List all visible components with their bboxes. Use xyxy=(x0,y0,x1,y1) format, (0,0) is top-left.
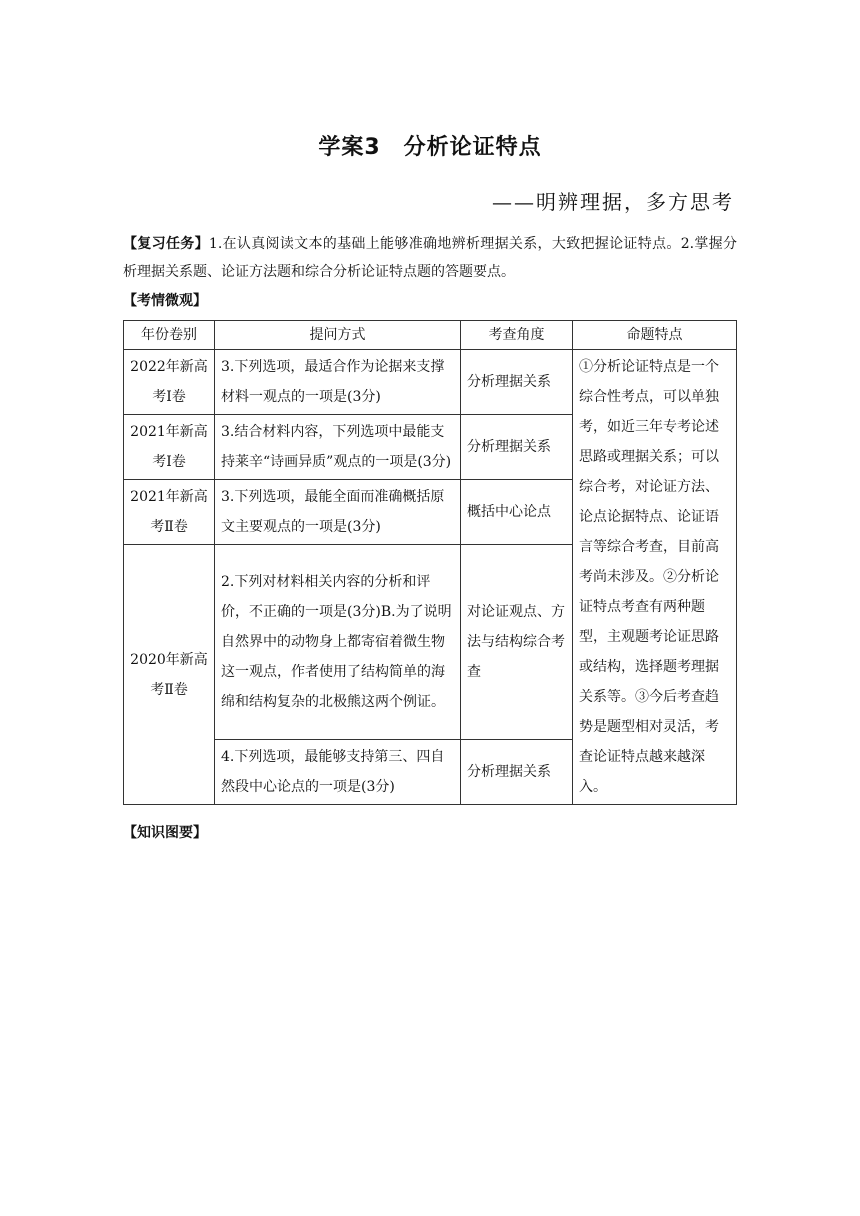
cell-angle: 分析理据关系 xyxy=(461,350,573,415)
page-subtitle: ——明辨理据，多方思考 xyxy=(492,190,734,214)
review-task-text: 1.在认真阅读文本的基础上能够准确地辨析理据关系，大致把握论证特点。2.掌握分析理据关系题、论证方法题和综合分析论证特点题的答题要点。 xyxy=(123,236,738,280)
header-features: 命题特点 xyxy=(573,321,737,350)
exam-section-title: 【考情微观】 xyxy=(123,293,207,309)
knowledge-section-title: 【知识图要】 xyxy=(123,825,207,841)
cell-year: 2021年新高考Ⅰ卷 xyxy=(124,415,215,480)
cell-year: 2022年新高考Ⅰ卷 xyxy=(124,350,215,415)
cell-angle: 分析理据关系 xyxy=(461,740,573,805)
cell-question: 2.下列对材料相关内容的分析和评价，不正确的一项是(3分)B.为了说明自然界中的动物身上都寄宿着微生物这一观点，作者使用了结构简单的海绵和结构复杂的北极熊这两个例证。 xyxy=(215,545,461,740)
cell-question: 4.下列选项，最能够支持第三、四自然段中心论点的一项是(3分) xyxy=(215,740,461,805)
cell-year: 2020年新高考Ⅱ卷 xyxy=(124,545,215,805)
table-row xyxy=(124,350,737,415)
exam-table xyxy=(123,320,737,805)
cell-angle: 对论证观点、方法与结构综合考查 xyxy=(461,545,573,740)
cell-year: 2021年新高考Ⅱ卷 xyxy=(124,480,215,545)
table-header-row xyxy=(124,321,737,350)
header-angle: 考查角度 xyxy=(461,321,573,350)
review-task xyxy=(123,230,737,286)
page-title: 学案3 分析论证特点 xyxy=(318,135,542,160)
cell-question: 3.下列选项，最适合作为论据来支撑材料一观点的一项是(3分) xyxy=(215,350,461,415)
header-question: 提问方式 xyxy=(215,321,461,350)
cell-question: 3.结合材料内容，下列选项中最能支持莱辛“诗画异质”观点的一项是(3分) xyxy=(215,415,461,480)
cell-angle: 分析理据关系 xyxy=(461,415,573,480)
cell-features: ①分析论证特点是一个综合性考点，可以单独考，如近三年专考论述思路或理据关系；可以综合考，对论证方法、论点论据特点、论证语言等综合考查，目前高考尚未涉及。②分析论证特点考查有两种题型，主观题考论证思路或结构，选择题考理据关系等。③今后考查趋势是题型相对灵活，考查论证特点越来越深入。 xyxy=(573,350,737,805)
cell-question: 3.下列选项，最能全面而准确概括原文主要观点的一项是(3分) xyxy=(215,480,461,545)
header-year: 年份卷别 xyxy=(124,321,215,350)
review-task-tag: 【复习任务】 xyxy=(123,236,209,252)
cell-angle: 概括中心论点 xyxy=(461,480,573,545)
